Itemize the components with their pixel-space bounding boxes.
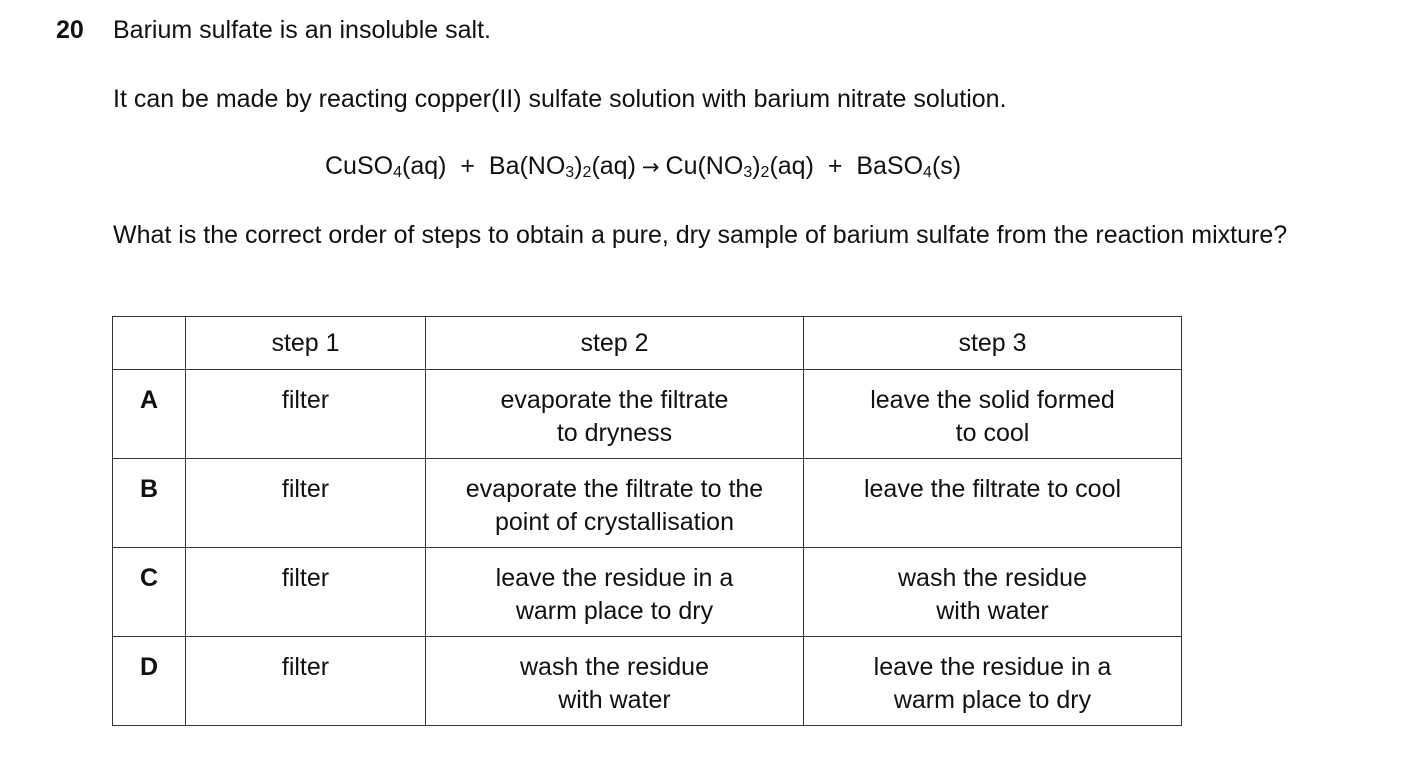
step-3-cell: leave the residue in a warm place to dry bbox=[804, 637, 1182, 726]
option-letter[interactable]: C bbox=[113, 548, 186, 637]
option-row-c[interactable] bbox=[113, 548, 1182, 637]
step-1-cell: filter bbox=[186, 370, 426, 459]
chemical-equation bbox=[325, 152, 961, 181]
table-header-row bbox=[113, 317, 1182, 370]
step-2-cell: leave the residue in a warm place to dry bbox=[426, 548, 804, 637]
step-3-cell: leave the filtrate to cool bbox=[804, 459, 1182, 548]
option-letter[interactable]: B bbox=[113, 459, 186, 548]
step-2-cell: wash the residue with water bbox=[426, 637, 804, 726]
step-2-cell: evaporate the filtrate to dryness bbox=[426, 370, 804, 459]
step-1-cell: filter bbox=[186, 637, 426, 726]
question-prompt: What is the correct order of steps to obtain a pure, dry sample of barium sulfate from the reaction mixture? bbox=[113, 221, 1288, 249]
option-row-b[interactable] bbox=[113, 459, 1182, 548]
step-1-cell: filter bbox=[186, 548, 426, 637]
option-row-a[interactable] bbox=[113, 370, 1182, 459]
question-stem: Barium sulfate is an insoluble salt. bbox=[113, 16, 491, 44]
option-row-d[interactable] bbox=[113, 637, 1182, 726]
reactant-2: $Ba(NO_3)_2(aq)$ bbox=[488, 152, 636, 181]
plus-sign: + bbox=[460, 152, 475, 180]
reactant-1: CuSO$_4$(aq) bbox=[325, 152, 447, 181]
step-2-cell: evaporate the filtrate to the point of crystallisation bbox=[426, 459, 804, 548]
reaction-arrow: → bbox=[641, 155, 660, 179]
option-letter[interactable]: D bbox=[113, 637, 186, 726]
option-letter[interactable]: A bbox=[113, 370, 186, 459]
plus-sign: + bbox=[827, 152, 843, 180]
question-number: 20 bbox=[56, 16, 84, 44]
step-3-cell: leave the solid formed to cool bbox=[804, 370, 1182, 459]
product-1: $Cu(NO_3)_2(aq)$ bbox=[665, 152, 814, 181]
product-2: BaSO$_4$(s) bbox=[856, 152, 962, 181]
step-3-cell: wash the residue with water bbox=[804, 548, 1182, 637]
options-table bbox=[112, 316, 1182, 726]
question-intro: It can be made by reacting copper(II) sulfate solution with barium nitrate solution. bbox=[113, 85, 1007, 113]
header-cell-blank bbox=[113, 317, 186, 370]
header-step-2: step 2 bbox=[426, 317, 804, 370]
step-1-cell: filter bbox=[186, 459, 426, 548]
header-step-3: step 3 bbox=[804, 317, 1182, 370]
header-step-1: step 1 bbox=[186, 317, 426, 370]
